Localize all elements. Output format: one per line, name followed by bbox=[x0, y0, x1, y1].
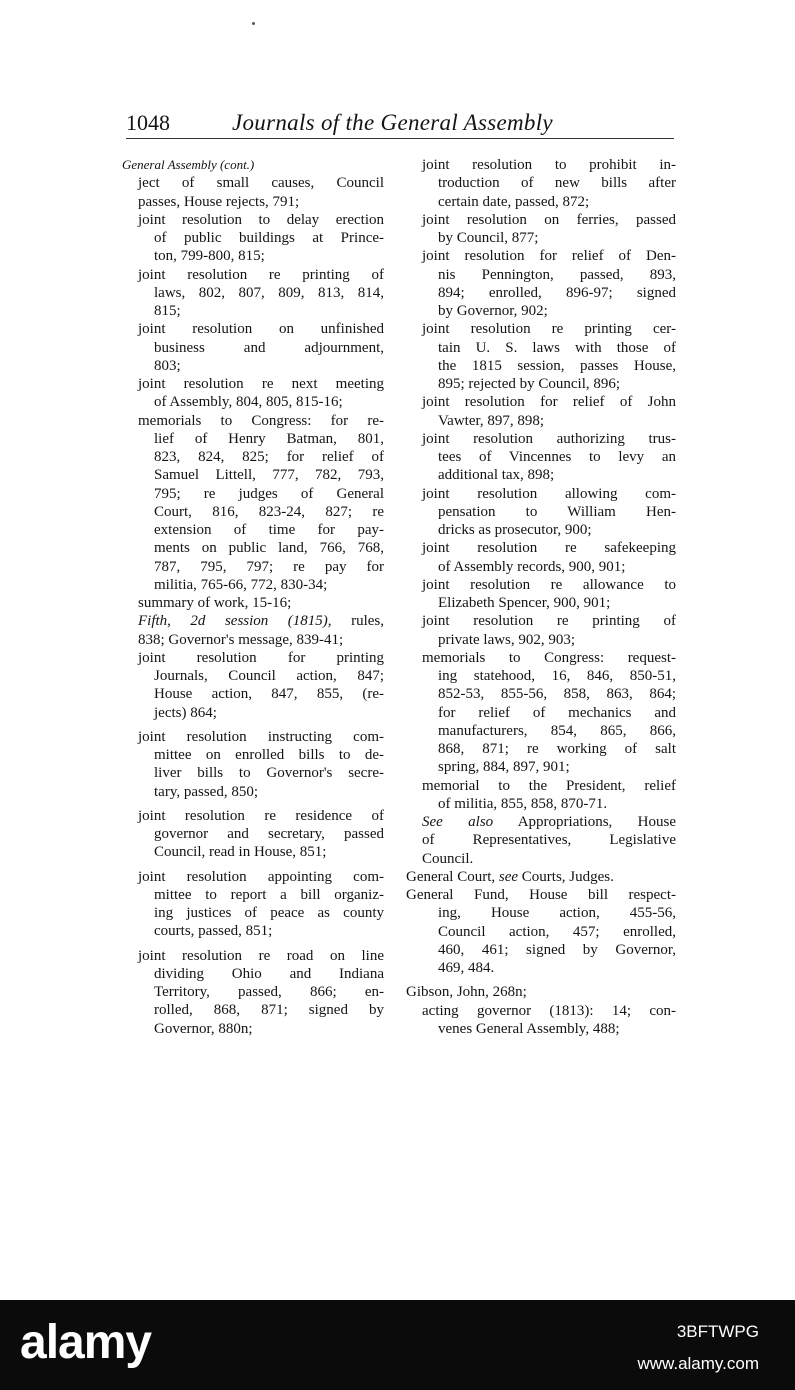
header-rule bbox=[126, 138, 674, 139]
index-line: Territory, passed, 866; en- bbox=[154, 984, 384, 1000]
index-line: Governor, 880n; bbox=[154, 1020, 253, 1037]
index-line: mittee on enrolled bills to de- bbox=[154, 747, 384, 763]
index-line: dricks as prosecutor, 900; bbox=[438, 522, 592, 538]
index-line: rolled, 868, 871; signed by bbox=[154, 1002, 384, 1019]
index-line: Vawter, 897, 898; bbox=[438, 412, 545, 429]
index-line: summary of work, 15-16; bbox=[138, 595, 292, 611]
index-line: certain date, passed, 872; bbox=[438, 193, 590, 210]
index-line: courts, passed, 851; bbox=[154, 923, 273, 940]
index-line: extension of time for pay- bbox=[154, 522, 384, 538]
index-line: joint resolution re allowance to bbox=[422, 576, 676, 593]
index-line: 815; bbox=[154, 303, 181, 319]
index-line: memorials to Congress: for re- bbox=[138, 412, 384, 429]
index-line: Samuel Littell, 777, 782, 793, bbox=[154, 467, 384, 484]
index-line: for relief of mechanics and bbox=[438, 704, 676, 721]
index-line: Journals, Council action, 847; bbox=[154, 668, 384, 684]
index-line: of public buildings at Prince- bbox=[154, 230, 384, 246]
index-line: General Court, see Courts, Judges. bbox=[406, 868, 614, 885]
index-line: Council. bbox=[422, 850, 474, 867]
index-line: 803; bbox=[154, 357, 181, 374]
index-line: 868, 871; re working of salt bbox=[438, 741, 676, 757]
index-line: Council, read in House, 851; bbox=[154, 844, 327, 861]
index-line: the 1815 session, passes House, bbox=[438, 357, 676, 374]
index-line: Council action, 457; enrolled, bbox=[438, 923, 676, 940]
index-line: of militia, 855, 858, 870-71. bbox=[438, 795, 608, 812]
index-line: 795; re judges of General bbox=[154, 485, 384, 502]
index-line: acting governor (1813): 14; con- bbox=[422, 1002, 676, 1019]
index-line: pensation to William Hen- bbox=[438, 503, 676, 520]
index-line: 852-53, 855-56, 858, 863, 864; bbox=[438, 686, 676, 703]
index-line: joint resolution re road on line bbox=[138, 947, 384, 964]
index-column-left bbox=[122, 156, 384, 1038]
index-line: General Fund, House bill respect- bbox=[406, 887, 676, 903]
index-line: joint resolution allowing com- bbox=[422, 485, 676, 502]
index-line: of Assembly, 804, 805, 815-16; bbox=[154, 394, 343, 411]
index-line: memorials to Congress: request- bbox=[422, 649, 676, 666]
index-line: joint resolution instructing com- bbox=[138, 728, 384, 745]
index-line: Court, 816, 823-24, 827; re bbox=[154, 503, 384, 520]
index-line: Fifth, 2d session (1815), rules, bbox=[138, 613, 384, 630]
index-line: militia, 765-66, 772, 830-34; bbox=[154, 576, 328, 593]
index-line: 460, 461; signed by Governor, bbox=[438, 941, 676, 958]
index-line: troduction of new bills after bbox=[438, 175, 676, 192]
index-line: 894; enrolled, 896-97; signed bbox=[438, 284, 676, 301]
alamy-logo: alamy bbox=[20, 1316, 152, 1369]
index-line: private laws, 902, 903; bbox=[438, 631, 576, 648]
index-line: joint resolution for printing bbox=[138, 649, 384, 666]
index-line: joint resolution re printing cer- bbox=[422, 321, 676, 338]
index-line: joint resolution re residence of bbox=[138, 807, 384, 824]
index-line: tees of Vincennes to levy an bbox=[438, 449, 676, 465]
index-line: lief of Henry Batman, 801, bbox=[154, 430, 384, 447]
index-line: liver bills to Governor's secre- bbox=[154, 765, 384, 782]
index-line: joint resolution re printing of bbox=[422, 613, 676, 630]
index-line: joint resolution authorizing trus- bbox=[422, 430, 676, 447]
index-line: tain U. S. laws with those of bbox=[438, 339, 676, 356]
image-id: 3BFTWPG bbox=[676, 1322, 759, 1341]
index-line: joint resolution for relief of John bbox=[422, 394, 676, 411]
index-line: additional tax, 898; bbox=[438, 467, 555, 484]
index-line: spring, 884, 897, 901; bbox=[438, 759, 570, 776]
index-line: 823, 824, 825; for relief of bbox=[154, 449, 384, 465]
index-line: of Representatives, Legislative bbox=[422, 832, 676, 849]
index-line: venes General Assembly, 488; bbox=[438, 1020, 620, 1037]
index-line: nis Pennington, passed, 893, bbox=[438, 266, 676, 283]
index-line: tary, passed, 850; bbox=[154, 783, 259, 800]
index-line: of Assembly records, 900, 901; bbox=[438, 558, 626, 575]
index-line: manufacturers, 854, 865, 866, bbox=[438, 722, 676, 739]
index-line: Elizabeth Spencer, 900, 901; bbox=[438, 595, 611, 611]
index-line: joint resolution on ferries, passed bbox=[422, 211, 676, 228]
index-column-right bbox=[406, 156, 676, 1038]
index-line: business and adjournment, bbox=[154, 339, 384, 356]
index-line: joint resolution re safekeeping bbox=[422, 540, 676, 557]
section-heading: General Assembly (cont.) bbox=[122, 157, 255, 172]
index-line: ing justices of peace as county bbox=[154, 905, 384, 921]
running-title: Journals of the General Assembly bbox=[232, 110, 553, 135]
index-line: See also Appropriations, House bbox=[422, 814, 676, 830]
watermark-banner bbox=[0, 1300, 795, 1390]
index-line: passes, House rejects, 791; bbox=[138, 193, 300, 210]
index-line: mittee to report a bill organiz- bbox=[154, 886, 384, 903]
index-line: joint resolution to prohibit in- bbox=[422, 157, 676, 173]
index-line: 895; rejected by Council, 896; bbox=[438, 376, 621, 392]
page-number: 1048 bbox=[126, 110, 170, 135]
index-line: jects) 864; bbox=[154, 704, 217, 721]
index-line: joint resolution to delay erection bbox=[138, 211, 384, 228]
index-line: joint resolution re printing of bbox=[138, 266, 384, 283]
site-url: www.alamy.com bbox=[637, 1354, 759, 1373]
index-line: joint resolution re next meeting bbox=[138, 376, 384, 392]
index-line: Gibson, John, 268n; bbox=[406, 984, 527, 1001]
index-line: joint resolution appointing com- bbox=[138, 868, 384, 885]
index-line: ments on public land, 766, 768, bbox=[154, 540, 384, 557]
index-line: by Council, 877; bbox=[438, 230, 539, 246]
index-line: ton, 799-800, 815; bbox=[154, 248, 265, 265]
index-line: ject of small causes, Council bbox=[138, 175, 384, 192]
running-head bbox=[126, 108, 674, 138]
index-line: 787, 795, 797; re pay for bbox=[154, 558, 384, 575]
index-line: governor and secretary, passed bbox=[154, 826, 384, 842]
index-line: House action, 847, 855, (re- bbox=[154, 686, 384, 703]
index-line: dividing Ohio and Indiana bbox=[154, 965, 384, 982]
speck-mark bbox=[252, 22, 255, 25]
index-line: by Governor, 902; bbox=[438, 303, 548, 319]
index-line: ing statehood, 16, 846, 850-51, bbox=[438, 668, 676, 684]
index-line: 838; Governor's message, 839-41; bbox=[138, 631, 344, 648]
index-line: laws, 802, 807, 809, 813, 814, bbox=[154, 284, 384, 301]
index-line: joint resolution for relief of Den- bbox=[422, 248, 676, 265]
index-line: 469, 484. bbox=[438, 960, 495, 976]
index-line: ing, House action, 455-56, bbox=[438, 905, 676, 922]
index-line: joint resolution on unfinished bbox=[138, 321, 384, 338]
index-line: memorial to the President, relief bbox=[422, 777, 676, 794]
